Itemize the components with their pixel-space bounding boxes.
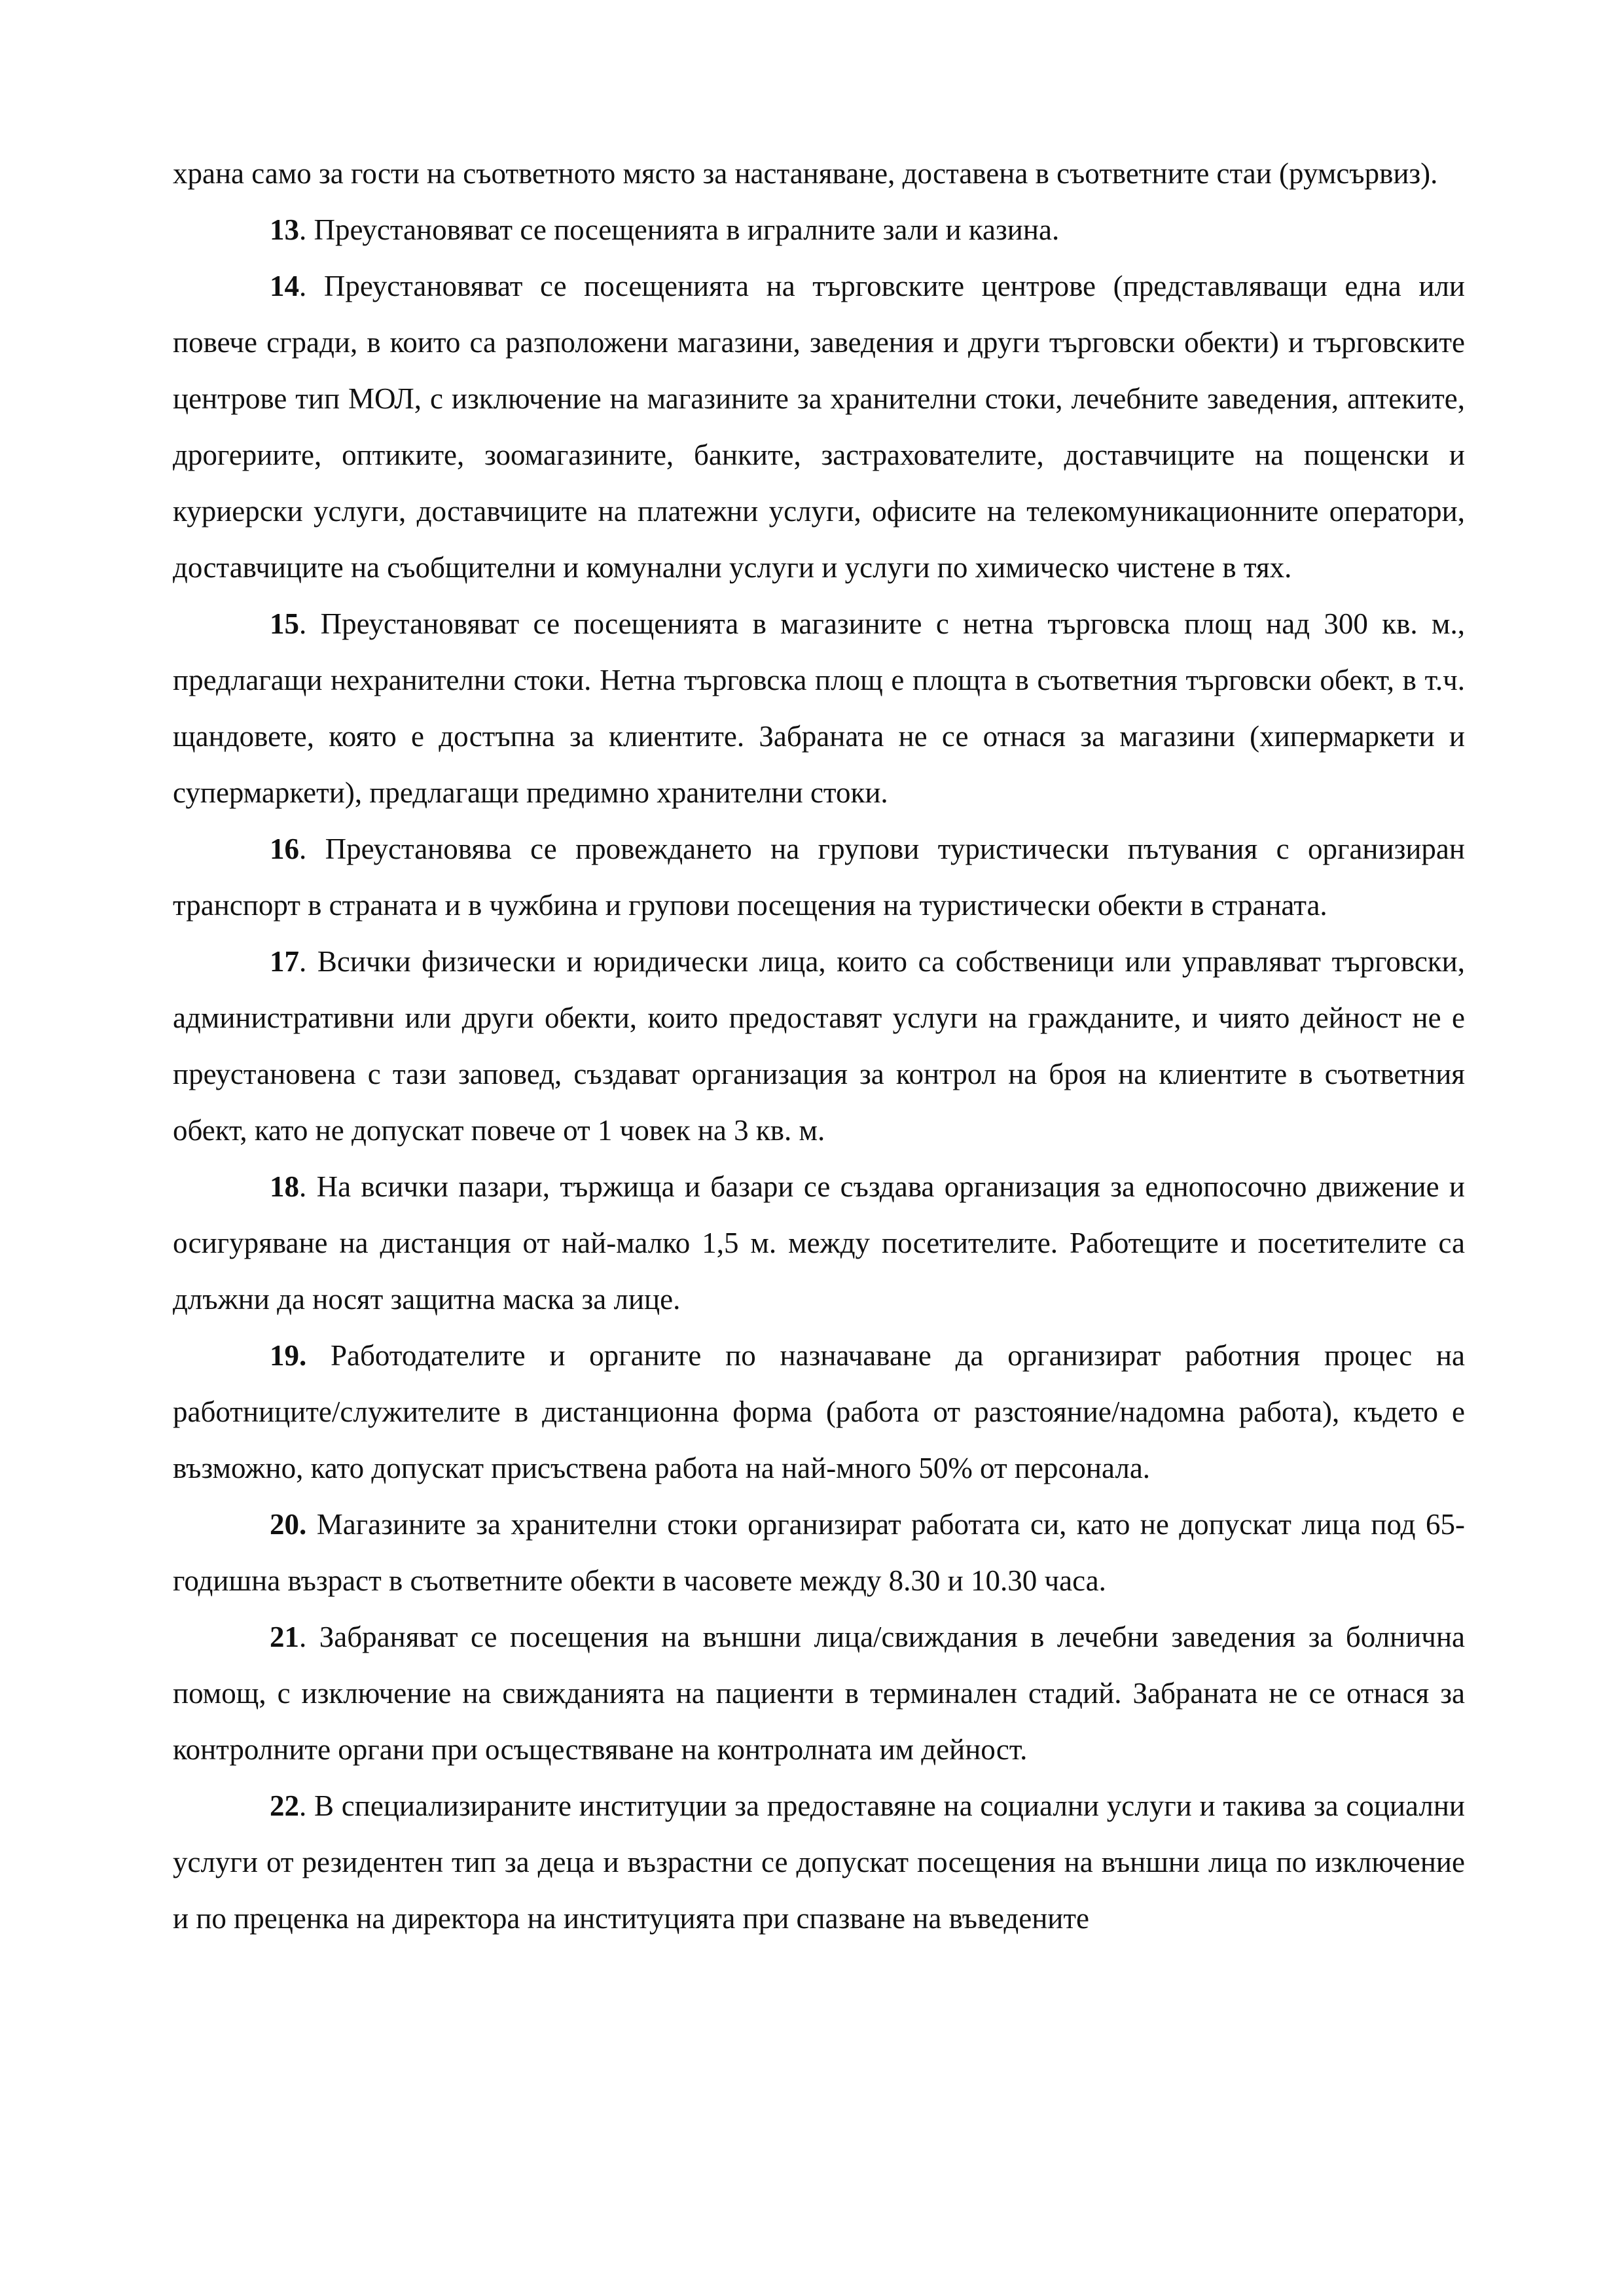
paragraph-text: Работодателите и органите по назначаване да организират работния процес на работниците/служителите в дистанционна форма (работа от разстояние/надомна работа), където е възможно, като допускат присъствена работа на най-много 50% от персонала.: [173, 1339, 1465, 1484]
paragraph-22: [173, 1778, 1465, 1946]
paragraph-number: 19.: [270, 1339, 307, 1372]
paragraph-18: [173, 1158, 1465, 1327]
paragraph-number: 18: [270, 1170, 299, 1203]
paragraph-text: . Преустановяват се посещенията на търговските центрове (представляващи една или повече сгради, в които са разположени магазини, заведения и други търговски обекти) и търговските центрове тип МОЛ, с изключение на магазините за хранителни стоки, лечебните заведения, аптеките, дрогериите, оптиките, зоомагазините, банките, застрахователите, доставчиците на пощенски и куриерски услуги, доставчиците на платежни услуги, офисите на телекомуникационните оператори, доставчиците на съобщителни и комунални услуги и услуги по химическо чистене в тях.: [173, 270, 1465, 584]
paragraph-20: [173, 1496, 1465, 1609]
paragraph-number: 15: [270, 607, 299, 640]
paragraph-text: . Преустановяват се посещенията в магазините с нетна търговска площ над 300 кв. м., предлагащи нехранителни стоки. Нетна търговска площ е площта в съответния търговски обект, в т.ч. щандовете, която е достъпна за клиентите. Забраната не се отнася за магазини (хипермаркети и супермаркети), предлагащи предимно хранителни стоки.: [173, 607, 1465, 809]
paragraph-text: . Преустановява се провеждането на групови туристически пътувания с организиран транспорт в страната и в чужбина и групови посещения на туристически обекти в страната.: [173, 833, 1465, 922]
paragraph-number: 16: [270, 833, 299, 865]
paragraph-text: . Всички физически и юридически лица, които са собственици или управляват търговски, административни или други обекти, които предоставят услуги на гражданите, и чиято дейност не е преустановена с тази заповед, създават организация за контрол на броя на клиентите в съответния обект, като не допускат повече от 1 човек на 3 кв. м.: [173, 945, 1465, 1147]
paragraph-text: . Забраняват се посещения на външни лица/свиждания в лечебни заведения за болнична помощ, с изключение на свижданията на пациенти в терминален стадий. Забраната не се отнася за контролните органи при осъществяване на контролната им дейност.: [173, 1621, 1465, 1766]
paragraph-number: 21: [270, 1621, 299, 1653]
paragraph-number: 14: [270, 270, 299, 302]
paragraph-13: [173, 202, 1465, 258]
paragraph-number: 17: [270, 945, 299, 978]
paragraph-number: 20.: [270, 1508, 307, 1541]
paragraph-text: . На всички пазари, тържища и базари се създава организация за еднопосочно движение и осигуряване на дистанция от най-малко 1,5 м. между посетителите. Работещите и посетителите са длъжни да носят защитна маска за лице.: [173, 1170, 1465, 1316]
paragraph-number: 22: [270, 1789, 299, 1822]
paragraph-text: . В специализираните институции за предоставяне на социални услуги и такива за социални услуги от резидентен тип за деца и възрастни се допускат посещения на външни лица по изключение и по преценка на директора на институцията при спазване на въведените: [173, 1789, 1465, 1935]
paragraph-21: [173, 1609, 1465, 1778]
paragraph-19: [173, 1327, 1465, 1496]
paragraph-16: [173, 821, 1465, 933]
paragraph-17: [173, 933, 1465, 1158]
paragraph-14: [173, 258, 1465, 596]
paragraph-text: Магазините за хранителни стоки организират работата си, като не допускат лица под 65-годишна възраст в съответните обекти в часовете между 8.30 и 10.30 часа.: [173, 1508, 1465, 1597]
paragraph-continuation: [173, 145, 1465, 202]
paragraph-15: [173, 596, 1465, 821]
paragraph-text: . Преустановяват се посещенията в игралните зали и казина.: [299, 213, 1060, 246]
paragraph-text: храна само за гости на съответното място за настаняване, доставена в съответните стаи (румсървиз).: [173, 157, 1438, 190]
paragraph-number: 13: [270, 213, 299, 246]
document-page: [173, 145, 1465, 1946]
